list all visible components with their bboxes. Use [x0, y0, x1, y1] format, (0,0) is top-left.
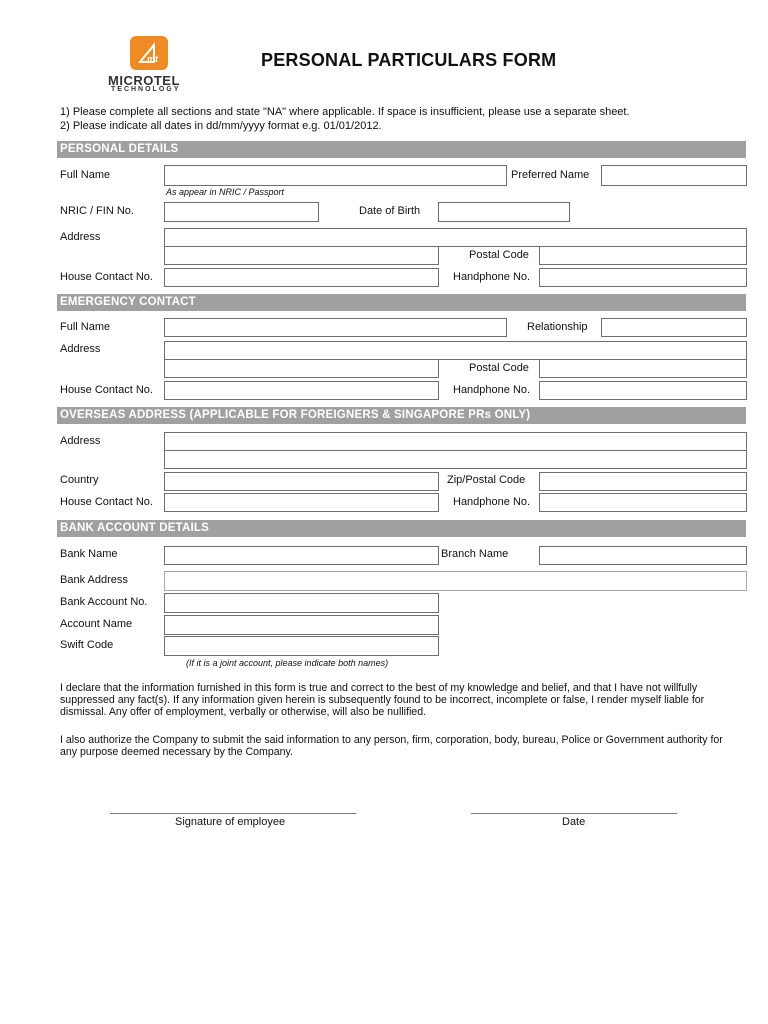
account-no-field[interactable] [164, 593, 439, 613]
instruction-1: 1) Please complete all sections and state "NA" where applicable. If space is insufficient, please use a separate sheet. [60, 106, 630, 118]
emergency-address-line-1[interactable] [164, 341, 747, 360]
label-address: Address [60, 231, 101, 243]
company-logo [100, 34, 200, 96]
emergency-handphone-field[interactable] [539, 381, 747, 400]
label-dob: Date of Birth [359, 205, 421, 217]
dob-field[interactable] [438, 202, 570, 222]
label-house-contact: House Contact No. [60, 271, 153, 283]
label-overseas-handphone: Handphone No. [453, 496, 531, 508]
label-swift: Swift Code [60, 639, 114, 651]
section-header-emergency: EMERGENCY CONTACT [57, 294, 746, 311]
address-line-1[interactable] [164, 228, 747, 247]
house-contact-field[interactable] [164, 268, 439, 287]
label-bank-name: Bank Name [60, 548, 118, 560]
overseas-address-line-2[interactable] [164, 450, 747, 469]
nric-field[interactable] [164, 202, 319, 222]
logo-subtitle: TECHNOLOGY [111, 86, 181, 93]
label-nric: NRIC / FIN No. [60, 205, 134, 217]
zip-field[interactable] [539, 472, 747, 491]
joint-account-note: (If it is a joint account, please indicate both names) [186, 658, 389, 668]
branch-name-field[interactable] [539, 546, 747, 565]
emergency-postal-code-field[interactable] [539, 359, 747, 378]
declaration-paragraph-1: I declare that the information furnished in this form is true and correct to the best of my knowledge and belief, and that I have not willfully suppressed any fact(s). If any information given herein is subsequently found to be incorrect, incomplete or false, I render myself liable for dismissal. Any offer of employment, verbally or otherwise, will also be nullified. [60, 682, 705, 718]
bank-address-field[interactable] [164, 571, 747, 591]
page-title: PERSONAL PARTICULARS FORM [261, 50, 557, 70]
date-label: Date [562, 816, 586, 828]
instruction-2: 2) Please indicate all dates in dd/mm/yyyy format e.g. 01/01/2012. [60, 120, 382, 132]
label-full-name: Full Name [60, 169, 111, 181]
overseas-handphone-field[interactable] [539, 493, 747, 512]
label-postal-code: Postal Code [469, 249, 529, 261]
label-emergency-handphone: Handphone No. [453, 384, 531, 396]
logo-mark-icon [130, 36, 168, 70]
section-header-bank: BANK ACCOUNT DETAILS [57, 520, 746, 537]
label-emergency-postal-code: Postal Code [469, 362, 529, 374]
signature-label: Signature of employee [175, 816, 286, 828]
label-handphone: Handphone No. [453, 271, 531, 283]
address-line-2[interactable] [164, 246, 439, 265]
label-emergency-full-name: Full Name [60, 321, 111, 333]
name-note: As appear in NRIC / Passport [166, 187, 285, 197]
emergency-house-contact-field[interactable] [164, 381, 439, 400]
label-overseas-address: Address [60, 435, 101, 447]
label-relationship: Relationship [527, 321, 588, 333]
label-account-name: Account Name [60, 618, 133, 630]
relationship-field[interactable] [601, 318, 747, 337]
section-header-overseas: OVERSEAS ADDRESS (APPLICABLE FOR FOREIGNERS & SINGAPORE PRs ONLY) [57, 407, 746, 424]
overseas-address-line-1[interactable] [164, 432, 747, 451]
label-branch-name: Branch Name [441, 548, 509, 560]
country-field[interactable] [164, 472, 439, 491]
overseas-house-contact-field[interactable] [164, 493, 439, 512]
logo-mark-text: mt [147, 54, 158, 64]
label-preferred-name: Preferred Name [511, 169, 590, 181]
emergency-full-name-field[interactable] [164, 318, 507, 337]
signature-line[interactable] [110, 813, 356, 814]
label-emergency-address: Address [60, 343, 101, 355]
handphone-field[interactable] [539, 268, 747, 287]
postal-code-field[interactable] [539, 246, 747, 265]
label-country: Country [60, 474, 99, 486]
swift-field[interactable] [164, 636, 439, 656]
logo-name: MICROTEL [108, 73, 180, 88]
full-name-field[interactable] [164, 165, 507, 186]
label-overseas-house-contact: House Contact No. [60, 496, 153, 508]
label-emergency-house-contact: House Contact No. [60, 384, 153, 396]
emergency-address-line-2[interactable] [164, 359, 439, 378]
label-account-no: Bank Account No. [60, 596, 148, 608]
account-name-field[interactable] [164, 615, 439, 635]
label-zip: Zip/Postal Code [447, 474, 526, 486]
preferred-name-field[interactable] [601, 165, 747, 186]
date-line[interactable] [471, 813, 677, 814]
section-header-personal: PERSONAL DETAILS [57, 141, 746, 158]
declaration-paragraph-2: I also authorize the Company to submit the said information to any person, firm, corporation, body, bureau, Police or Government authority for any purpose deemed necessary by the Company. [60, 734, 723, 758]
label-bank-address: Bank Address [60, 574, 128, 586]
bank-name-field[interactable] [164, 546, 439, 565]
